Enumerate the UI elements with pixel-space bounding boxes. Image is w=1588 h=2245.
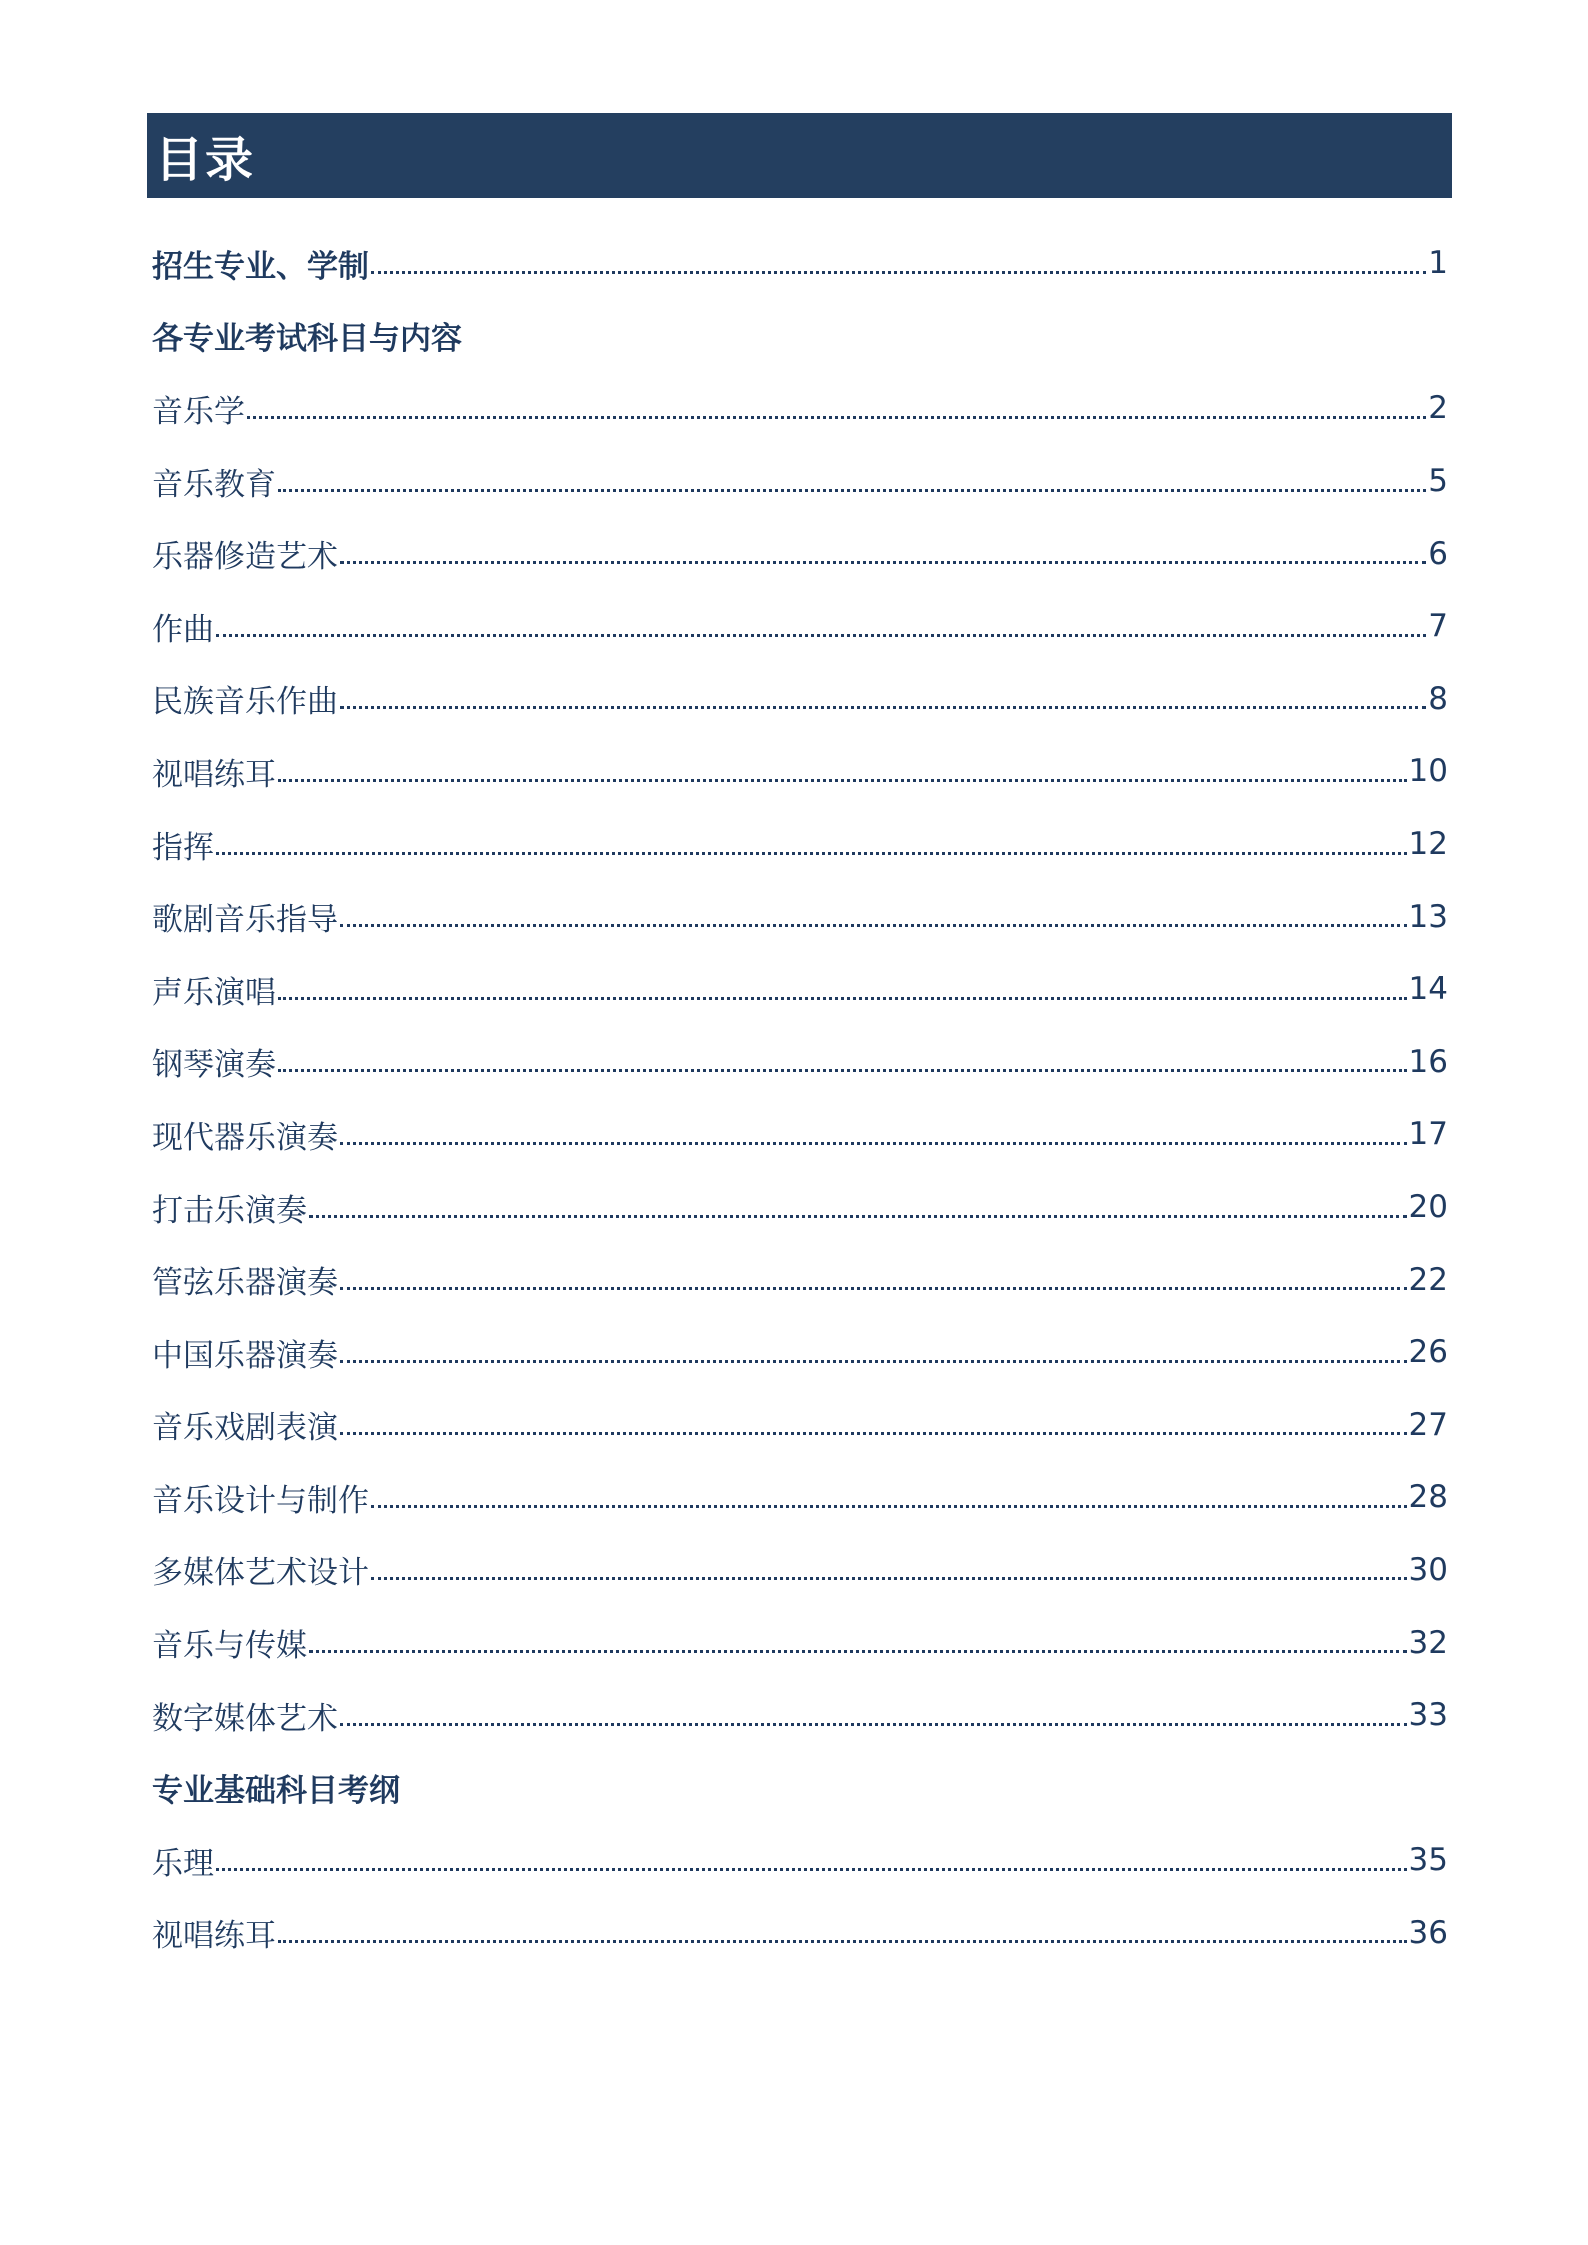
toc-entry-label: 音乐戏剧表演	[152, 1410, 338, 1447]
toc-page-number: 2	[1428, 390, 1448, 427]
toc-entry-label: 作曲	[152, 611, 214, 648]
toc-dot-leader	[247, 416, 1426, 419]
toc-page-number: 5	[1428, 463, 1448, 500]
toc-dot-leader	[309, 1650, 1407, 1653]
toc-entry[interactable]	[152, 1389, 1448, 1462]
toc-entry[interactable]	[152, 1679, 1448, 1752]
toc-entry[interactable]	[152, 1824, 1448, 1897]
toc-entry[interactable]	[152, 735, 1448, 808]
table-of-contents	[152, 227, 1448, 1969]
toc-dot-leader	[340, 706, 1426, 709]
toc-entry[interactable]	[152, 1026, 1448, 1099]
toc-entry-label: 视唱练耳	[152, 756, 276, 793]
toc-page-number: 6	[1428, 535, 1448, 572]
toc-entry[interactable]	[152, 227, 1448, 300]
toc-page-number: 10	[1408, 753, 1448, 790]
toc-title-bar	[147, 113, 1452, 198]
toc-dot-leader	[340, 561, 1426, 564]
toc-entry-label: 各专业考试科目与内容	[152, 321, 462, 358]
toc-dot-leader	[340, 1360, 1407, 1363]
toc-entry[interactable]	[152, 1243, 1448, 1316]
toc-dot-leader	[278, 1940, 1407, 1943]
toc-entry[interactable]	[152, 445, 1448, 518]
toc-page-number: 28	[1408, 1479, 1448, 1516]
toc-entry[interactable]	[152, 1098, 1448, 1171]
toc-entry-label: 音乐学	[152, 393, 245, 430]
toc-entry[interactable]	[152, 1171, 1448, 1244]
toc-dot-leader	[340, 1142, 1407, 1145]
toc-entry-label: 歌剧音乐指导	[152, 902, 338, 939]
toc-page-number: 17	[1408, 1116, 1448, 1153]
toc-entry-label: 专业基础科目考纲	[152, 1773, 400, 1810]
toc-entry-label: 音乐设计与制作	[152, 1482, 369, 1519]
toc-entry[interactable]	[152, 1897, 1448, 1970]
toc-entry-label: 指挥	[152, 829, 214, 866]
toc-entry[interactable]	[152, 808, 1448, 881]
toc-dot-leader	[340, 1432, 1407, 1435]
toc-page-number: 8	[1428, 680, 1448, 717]
toc-page-number: 27	[1408, 1406, 1448, 1443]
toc-entry-label: 打击乐演奏	[152, 1192, 307, 1229]
toc-entry-label: 乐器修造艺术	[152, 539, 338, 576]
toc-section-heading	[152, 300, 1448, 373]
toc-section-heading	[152, 1751, 1448, 1824]
toc-entry-label: 中国乐器演奏	[152, 1337, 338, 1374]
toc-dot-leader	[216, 852, 1407, 855]
toc-dot-leader	[340, 924, 1407, 927]
toc-entry[interactable]	[152, 663, 1448, 736]
toc-page-number: 14	[1408, 971, 1448, 1008]
toc-entry[interactable]	[152, 1606, 1448, 1679]
toc-page-number: 35	[1408, 1842, 1448, 1879]
toc-dot-leader	[278, 997, 1407, 1000]
toc-entry[interactable]	[152, 953, 1448, 1026]
toc-page-number: 12	[1408, 826, 1448, 863]
toc-entry[interactable]	[152, 1316, 1448, 1389]
toc-entry-label: 招生专业、学制	[152, 248, 369, 285]
toc-page-number: 32	[1408, 1624, 1448, 1661]
toc-entry-label: 视唱练耳	[152, 1918, 276, 1955]
toc-entry[interactable]	[152, 1461, 1448, 1534]
toc-entry[interactable]	[152, 1534, 1448, 1607]
toc-entry[interactable]	[152, 880, 1448, 953]
toc-dot-leader	[371, 271, 1426, 274]
toc-dot-leader	[278, 779, 1407, 782]
toc-entry-label: 现代器乐演奏	[152, 1119, 338, 1156]
toc-entry-label: 钢琴演奏	[152, 1047, 276, 1084]
toc-page-number: 1	[1428, 245, 1448, 282]
toc-entry[interactable]	[152, 590, 1448, 663]
toc-entry-label: 乐理	[152, 1845, 214, 1882]
toc-entry-label: 民族音乐作曲	[152, 684, 338, 721]
toc-entry-label: 音乐与传媒	[152, 1628, 307, 1665]
toc-page-number: 22	[1408, 1261, 1448, 1298]
toc-dot-leader	[340, 1287, 1407, 1290]
toc-entry-label: 管弦乐器演奏	[152, 1265, 338, 1302]
toc-page-number: 20	[1408, 1189, 1448, 1226]
toc-entry[interactable]	[152, 372, 1448, 445]
toc-entry[interactable]	[152, 517, 1448, 590]
toc-dot-leader	[340, 1723, 1407, 1726]
toc-page-number: 16	[1408, 1043, 1448, 1080]
toc-entry-label: 音乐教育	[152, 466, 276, 503]
page-title: 目录	[155, 132, 256, 188]
toc-entry-label: 多媒体艺术设计	[152, 1555, 369, 1592]
toc-dot-leader	[278, 1069, 1407, 1072]
toc-page-number: 13	[1408, 898, 1448, 935]
toc-page-number: 36	[1408, 1914, 1448, 1951]
toc-page-number: 7	[1428, 608, 1448, 645]
toc-dot-leader	[371, 1577, 1407, 1580]
toc-dot-leader	[216, 634, 1426, 637]
toc-page-number: 30	[1408, 1551, 1448, 1588]
toc-entry-label: 数字媒体艺术	[152, 1700, 338, 1737]
toc-page-number: 33	[1408, 1697, 1448, 1734]
toc-page-number: 26	[1408, 1334, 1448, 1371]
toc-dot-leader	[216, 1868, 1407, 1871]
toc-entry-label: 声乐演唱	[152, 974, 276, 1011]
toc-dot-leader	[309, 1215, 1407, 1218]
toc-dot-leader	[371, 1505, 1407, 1508]
toc-dot-leader	[278, 489, 1426, 492]
